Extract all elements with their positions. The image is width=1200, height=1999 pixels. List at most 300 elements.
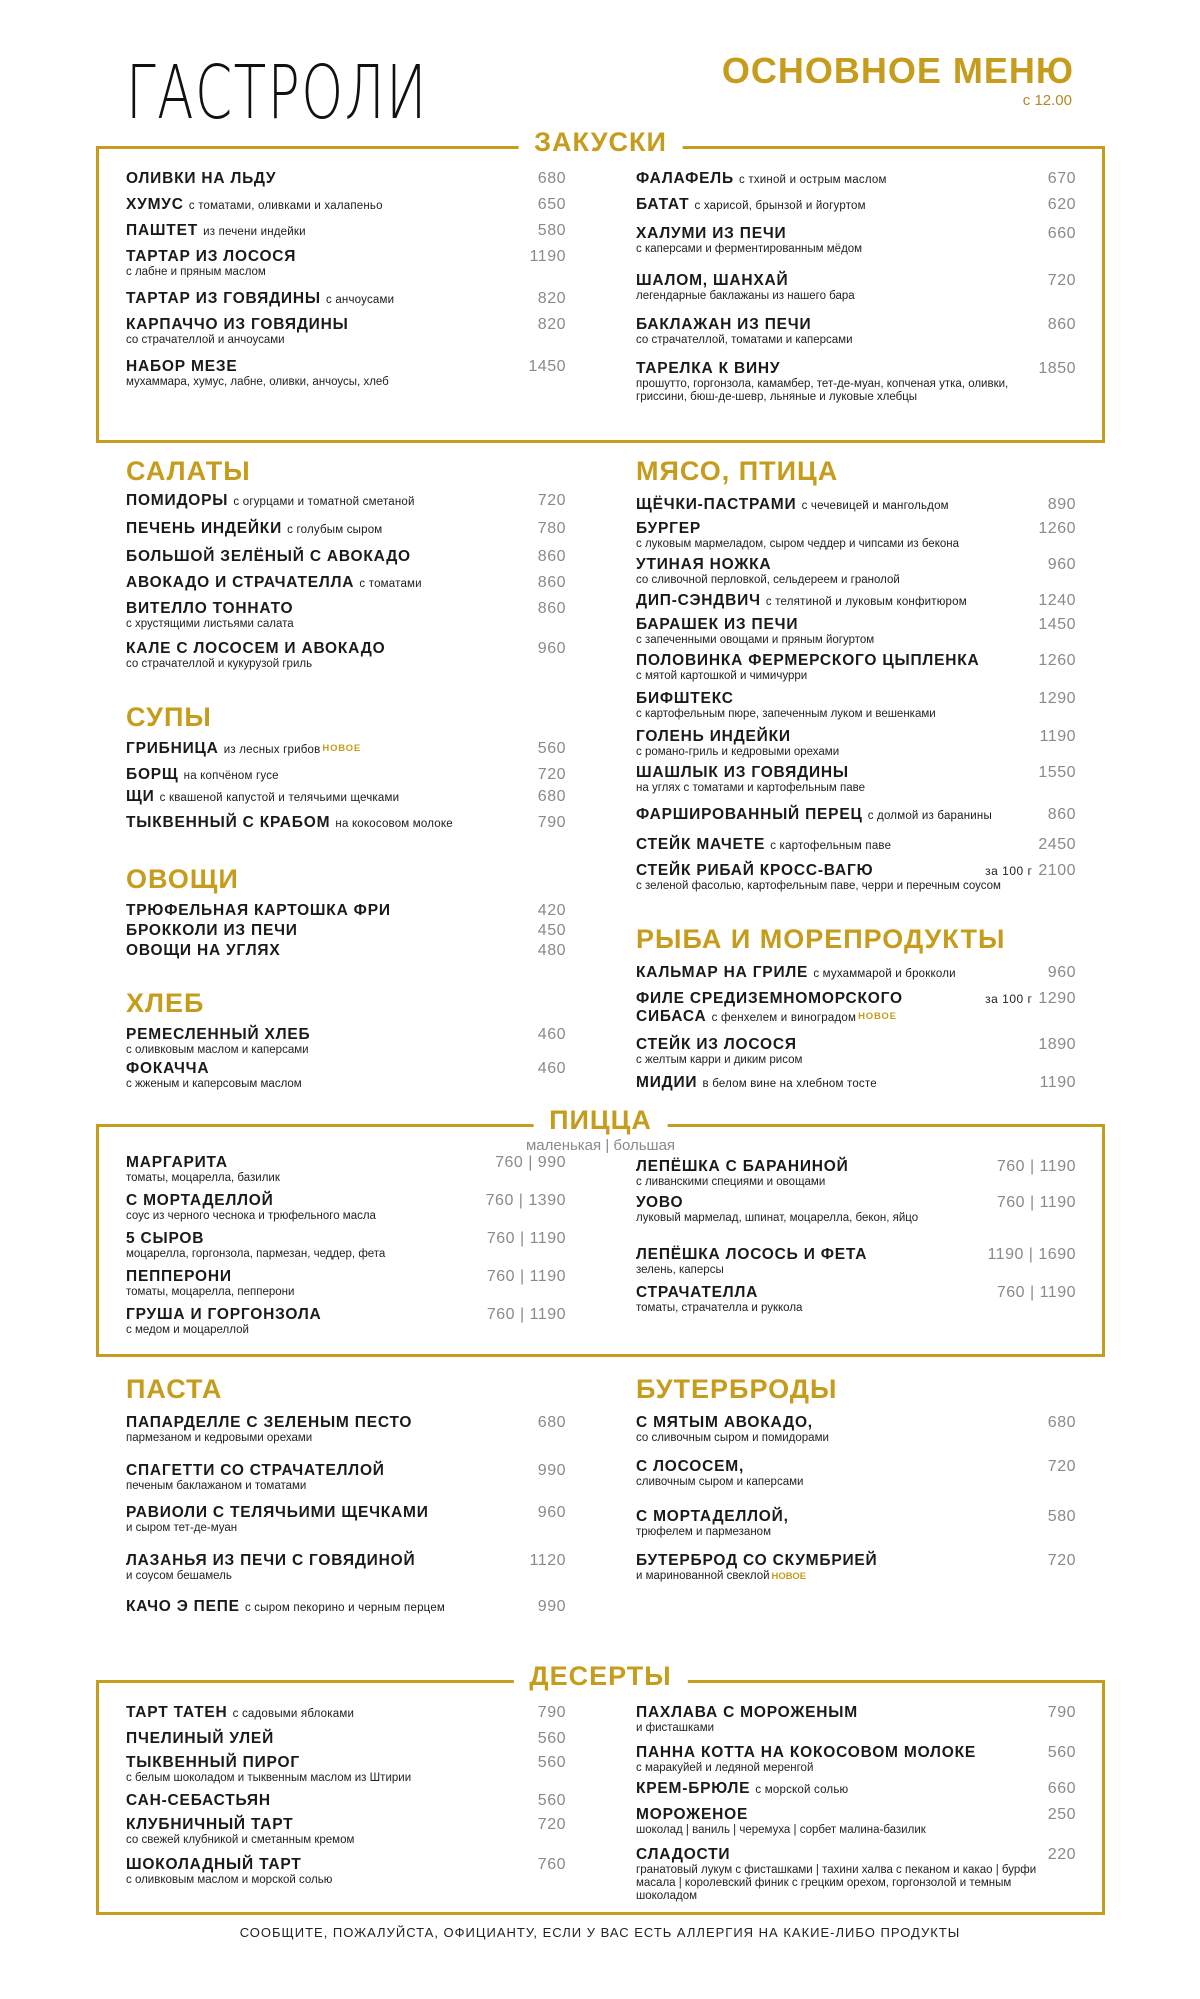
menu-item-name: ПАХЛАВА С МОРОЖЕНЫМ (636, 1704, 858, 1721)
menu-item-name: ПОМИДОРЫ (126, 492, 229, 509)
menu-item-name: ПЕЧЕНЬ ИНДЕЙКИ (126, 520, 283, 537)
section-title: ДЕСЕРТЫ (513, 1661, 687, 1692)
menu-item-price (997, 1284, 1076, 1302)
menu-item-name: МОРОЖЕНОЕ (636, 1806, 749, 1823)
menu-item-name: САН-СЕБАСТЬЯН (126, 1792, 271, 1809)
menu-item-price (538, 922, 566, 940)
menu-item-name: КРЕМ-БРЮЛЕ (636, 1780, 751, 1797)
menu-item-description: и сыром тет-де-муан (126, 1522, 238, 1534)
price-value: 680 (537, 170, 566, 187)
menu-item (126, 902, 546, 920)
menu-item-description: прошутто, горгонзола, камамбер, тет-де-муан, копченая утка, оливки, гриссини, бюш-де-шевр, льняные и луковые хлебцы (636, 378, 1009, 403)
price-value: 670 (1047, 170, 1076, 187)
section-title-hleb: ХЛЕБ (126, 988, 205, 1018)
price-value: 2100 (1038, 862, 1076, 879)
price-value: 720 (537, 1816, 566, 1833)
menu-item-name: ХАЛУМИ ИЗ ПЕЧИ (636, 225, 787, 242)
menu-item-name: МИДИИ (636, 1074, 698, 1091)
menu-item-description: со сливочной перловкой, сельдереем и гранолой (636, 574, 900, 586)
menu-item-name: СЛАДОСТИ (636, 1846, 731, 1863)
price-value: 680 (537, 788, 566, 805)
price-value: 1290 (1038, 990, 1076, 1007)
menu-item-note: из лесных грибов (223, 744, 321, 756)
menu-item-note: с томатами (359, 578, 422, 590)
menu-item-description: и соусом бешамель (126, 1570, 232, 1582)
new-badge: НОВОЕ (771, 1571, 807, 1582)
menu-item-price (1048, 1704, 1076, 1722)
menu-item-description: с маракуйей и ледяной меренгой (636, 1762, 814, 1774)
menu-item-name: КАЛЬМАР НА ГРИЛЕ (636, 964, 809, 981)
menu-item-price (538, 902, 566, 920)
menu-item-price (528, 358, 566, 376)
menu-item-name: ПОЛОВИНКА ФЕРМЕРСКОГО ЦЫПЛЕНКА (636, 652, 980, 669)
menu-item (636, 1704, 1056, 1735)
menu-item-name: С ЛОСОСЕМ, (636, 1458, 745, 1475)
menu-item-description: со страчателлой и кукурузой гриль (126, 658, 313, 670)
menu-item-note: с огурцами и томатной сметаной (233, 496, 415, 508)
menu-item-description: мухаммара, хумус, лабне, оливки, анчоусы, хлеб (126, 376, 389, 388)
menu-item-description: со свежей клубникой и сметанным кремом (126, 1834, 355, 1846)
price-value: 660 (1047, 225, 1076, 242)
price-value: 860 (1047, 316, 1076, 333)
section-title-supy: СУПЫ (126, 702, 212, 732)
menu-item (636, 1158, 1056, 1189)
menu-item-price (1038, 592, 1076, 610)
menu-item (636, 1458, 1056, 1489)
menu-item-price (1038, 764, 1076, 782)
menu-item-name: СТЕЙК ИЗ ЛОСОСЯ (636, 1036, 797, 1053)
menu-item-price (538, 766, 566, 784)
price-value: 560 (537, 1792, 566, 1809)
menu-item (636, 616, 1056, 647)
menu-item-name: ФИЛЕ СРЕДИЗЕМНОМОРСКОГО (636, 990, 903, 1007)
menu-item (636, 592, 1056, 611)
menu-item-description: с хрустящими листьями салата (126, 618, 294, 630)
menu-item-name: ШОКОЛАДНЫЙ ТАРТ (126, 1856, 302, 1873)
menu-item (636, 1846, 1056, 1903)
menu-item (636, 728, 1056, 759)
price-value: 1260 (1038, 520, 1076, 537)
price-value: 1550 (1038, 764, 1076, 781)
menu-item-price (1048, 225, 1076, 243)
menu-item-name: ТАРЕЛКА К ВИНУ (636, 360, 781, 377)
menu-item-note: с тхиной и острым маслом (739, 174, 887, 186)
menu-item-description: с белым шоколадом и тыквенным маслом из Штирии (126, 1772, 412, 1784)
price-value: 650 (537, 196, 566, 213)
menu-item-description: легендарные баклажаны из нашего бара (636, 290, 855, 302)
menu-item-description: луковый мармелад, шпинат, моцарелла, бекон, яйцо (636, 1212, 919, 1224)
price-value: 220 (1047, 1846, 1076, 1863)
menu-item-name: ЛАЗАНЬЯ ИЗ ПЕЧИ С ГОВЯДИНОЙ (126, 1552, 416, 1569)
price-unit: за 100 г (985, 864, 1033, 878)
menu-item (126, 1060, 546, 1091)
price-value: 760 | 1190 (486, 1230, 566, 1247)
menu-item-name: КАЛЕ С ЛОСОСЕМ И АВОКАДО (126, 640, 386, 657)
menu-item-price (538, 1754, 566, 1772)
menu-item-name: ШАШЛЫК ИЗ ГОВЯДИНЫ (636, 764, 849, 781)
menu-item-name: ПЧЕЛИНЫЙ УЛЕЙ (126, 1730, 275, 1747)
menu-item-description: со сливочным сыром и помидорами (636, 1432, 829, 1444)
menu-item-name: УОВО (636, 1194, 684, 1211)
section-title-buterbrody: БУТЕРБРОДЫ (636, 1374, 838, 1404)
menu-item-description: печеным баклажаном и томатами (126, 1480, 307, 1492)
menu-item (126, 316, 546, 347)
price-value: 680 (537, 1414, 566, 1431)
menu-item-name: БУТЕРБРОД СО СКУМБРИЕЙ (636, 1552, 878, 1569)
menu-item-price (1038, 616, 1076, 634)
menu-item-price (538, 548, 566, 566)
price-value: 460 (537, 1026, 566, 1043)
menu-item (636, 316, 1056, 347)
menu-item (636, 1414, 1056, 1445)
price-value: 960 (537, 640, 566, 657)
menu-item-price (530, 248, 566, 266)
menu-item-price (1048, 1846, 1076, 1864)
menu-item-price (538, 1026, 566, 1044)
menu-item-name: ГОЛЕНЬ ИНДЕЙКИ (636, 728, 791, 745)
price-value: 790 (537, 814, 566, 831)
restaurant-logo: ГАСТРОЛИ (126, 50, 428, 136)
menu-item (636, 272, 1056, 303)
price-value: 580 (537, 222, 566, 239)
menu-item-price (538, 222, 566, 240)
price-value: 860 (537, 574, 566, 591)
menu-item-description: с ливанскими специями и овощами (636, 1176, 826, 1188)
price-value: 560 (537, 740, 566, 757)
price-value: 1120 (529, 1552, 566, 1569)
menu-item-note: с голубым сыром (287, 524, 383, 536)
menu-item-name: ФАРШИРОВАННЫЙ ПЕРЕЦ (636, 806, 863, 823)
menu-item (126, 1730, 546, 1748)
menu-item-price (997, 1194, 1076, 1212)
price-value: 760 | 1190 (486, 1306, 566, 1323)
menu-item-description: с оливковым маслом и каперсами (126, 1044, 309, 1056)
menu-item-price (1038, 1036, 1076, 1054)
menu-item-price (1048, 556, 1076, 574)
price-value: 560 (537, 1754, 566, 1771)
menu-item-note: из печени индейки (203, 226, 306, 238)
section-title-myaso: МЯСО, ПТИЦА (636, 456, 839, 486)
section-title: ЗАКУСКИ (518, 127, 683, 158)
menu-item-price (495, 1154, 566, 1172)
menu-item (126, 222, 546, 241)
menu-item (126, 1268, 546, 1299)
menu-item (126, 248, 546, 279)
menu-item-note: с телятиной и луковым конфитюром (765, 596, 967, 608)
menu-item-name: КЛУБНИЧНЫЙ ТАРТ (126, 1816, 294, 1833)
menu-item-price (538, 1792, 566, 1810)
menu-item-description: с запеченными овощами и пряным йогуртом (636, 634, 875, 646)
menu-item-description: и маринованной свеклой (636, 1570, 770, 1582)
menu-item-note: с квашеной капустой и телячьими щечками (159, 792, 400, 804)
menu-item-name: ЛЕПЁШКА ЛОСОСЬ И ФЕТА (636, 1246, 868, 1263)
menu-item-description: шоколад | ваниль | черемуха | сорбет малина-базилик (636, 1824, 926, 1836)
menu-item (636, 1744, 1056, 1775)
price-value: 250 (1047, 1806, 1076, 1823)
menu-item (126, 942, 546, 960)
menu-item-price (530, 1552, 566, 1570)
menu-item-name: РАВИОЛИ С ТЕЛЯЧЬИМИ ЩЕЧКАМИ (126, 1504, 429, 1521)
menu-item-name: 5 СЫРОВ (126, 1230, 205, 1247)
menu-item (636, 652, 1056, 683)
menu-item-description: на углях с томатами и картофельным паве (636, 782, 865, 794)
section-title-salaty: САЛАТЫ (126, 456, 251, 486)
menu-item-name: ПАПАРДЕЛЛЕ С ЗЕЛЕНЫМ ПЕСТО (126, 1414, 413, 1431)
menu-item (636, 360, 1056, 404)
menu-item-name-line2: СИБАСА (636, 1008, 707, 1025)
menu-item-description: с желтым карри и диким рисом (636, 1054, 803, 1066)
menu-item-name: МАРГАРИТА (126, 1154, 228, 1171)
menu-item (126, 1230, 546, 1261)
menu-item-price (538, 316, 566, 334)
menu-item (636, 496, 1056, 515)
menu-item-name: ТАРТАР ИЗ ЛОСОСЯ (126, 248, 297, 265)
menu-item-name: БАТАТ (636, 196, 690, 213)
menu-item-name: СТРАЧАТЕЛЛА (636, 1284, 759, 1301)
menu-item (126, 290, 546, 309)
menu-item-price (538, 1462, 566, 1480)
menu-item-name: БАКЛАЖАН ИЗ ПЕЧИ (636, 316, 812, 333)
menu-item-name: ТЫКВЕННЫЙ С КРАБОМ (126, 814, 331, 831)
menu-item-price (538, 600, 566, 618)
price-value: 820 (537, 290, 566, 307)
menu-item-description: томаты, моцарелла, пепперони (126, 1286, 295, 1298)
menu-item-price (985, 862, 1076, 880)
menu-item-name: КАЧО Э ПЕПЕ (126, 1598, 240, 1615)
menu-item (636, 196, 1056, 215)
menu-item (636, 170, 1056, 189)
price-value: 1890 (1038, 1036, 1076, 1053)
menu-item-price (486, 1192, 566, 1210)
price-value: 720 (537, 766, 566, 783)
price-value: 760 | 1190 (486, 1268, 566, 1285)
menu-item-note: с мухаммарой и брокколи (813, 968, 956, 980)
menu-item-price (538, 520, 566, 538)
menu-item (126, 766, 546, 785)
price-value: 450 (537, 922, 566, 939)
menu-item-price (997, 1158, 1076, 1176)
menu-item-description: с каперсами и ферментированным мёдом (636, 243, 863, 255)
menu-subtitle: с 12.00 (1022, 92, 1072, 109)
menu-item-description: с оливковым маслом и морской солью (126, 1874, 333, 1886)
menu-item-description: гранатовый лукум с фисташками | тахини халва с пеканом и какао | бурфи масала | королевский финик с грецким орехом, горгонзолой и темным шоколадом (636, 1864, 1037, 1902)
section-title-ovoschi: ОВОЩИ (126, 864, 239, 894)
menu-item (126, 1504, 546, 1535)
menu-item-description: с луковым мармеладом, сыром чеддер и чипсами из бекона (636, 538, 959, 550)
menu-item-note: с фенхелем и виноградом (711, 1012, 857, 1024)
menu-item-name: ФАЛАФЕЛЬ (636, 170, 734, 187)
menu-item-price (1048, 1458, 1076, 1476)
price-value: 760 | 1190 (996, 1194, 1076, 1211)
menu-item (636, 1036, 1056, 1067)
price-value: 1190 (1039, 1074, 1076, 1091)
menu-item-description: с картофельным пюре, запеченным луком и вешенками (636, 708, 936, 720)
menu-item-name: ОЛИВКИ НА ЛЬДУ (126, 170, 277, 187)
menu-item-name: БОЛЬШОЙ ЗЕЛЁНЫЙ С АВОКАДО (126, 548, 411, 565)
menu-item-note: с морской солью (755, 1784, 849, 1796)
menu-item-name: ТАРТ ТАТЕН (126, 1704, 228, 1721)
price-value: 560 (537, 1730, 566, 1747)
menu-item (126, 1598, 546, 1617)
price-value: 820 (537, 316, 566, 333)
menu-item-name: БРОККОЛИ ИЗ ПЕЧИ (126, 922, 298, 939)
menu-item-name: С МОРТАДЕЛЛОЙ (126, 1192, 274, 1209)
menu-item (126, 1704, 546, 1723)
menu-item-description: со страчателлой, томатами и каперсами (636, 334, 853, 346)
menu-item-price (1040, 728, 1076, 746)
menu-item-price (1038, 690, 1076, 708)
price-value: 720 (1047, 272, 1076, 289)
menu-item (126, 358, 546, 389)
menu-item (126, 548, 546, 566)
menu-item-name: УТИНАЯ НОЖКА (636, 556, 772, 573)
price-value: 790 (537, 1704, 566, 1721)
menu-item (126, 922, 546, 940)
price-value: 780 (537, 520, 566, 537)
menu-item (126, 1816, 546, 1847)
menu-item-name: ГРИБНИЦА (126, 740, 219, 757)
price-value: 1190 (529, 248, 566, 265)
menu-item (126, 196, 546, 215)
menu-item-note: с картофельным паве (770, 840, 892, 852)
menu-item-price (1048, 196, 1076, 214)
new-badge: НОВОЕ (322, 743, 362, 754)
menu-item-note: на кокосовом молоке (335, 818, 453, 830)
price-value: 1450 (528, 358, 566, 375)
menu-item-price (1048, 1414, 1076, 1432)
menu-item-price (538, 814, 566, 832)
menu-item-price (538, 1730, 566, 1748)
price-value: 1850 (1038, 360, 1076, 377)
menu-item-name: ОВОЩИ НА УГЛЯХ (126, 942, 281, 959)
price-value: 760 | 990 (495, 1154, 566, 1171)
menu-item-price (538, 170, 566, 188)
menu-item-price (987, 1246, 1076, 1264)
menu-item-name: СТЕЙК РИБАЙ КРОСС-ВАГЮ (636, 862, 874, 879)
menu-item-price (1038, 360, 1076, 378)
menu-item-note: с анчоусами (325, 294, 395, 306)
menu-item-note: с томатами, оливками и халапеньо (188, 200, 383, 212)
menu-item-note: с харисой, брынзой и йогуртом (694, 200, 866, 212)
price-value: 890 (1047, 496, 1076, 513)
price-value: 560 (1047, 1744, 1076, 1761)
menu-item (636, 1806, 1056, 1837)
menu-item (126, 1792, 546, 1810)
menu-item-note: с чечевицей и мангольдом (801, 500, 949, 512)
menu-item (126, 1856, 546, 1887)
menu-item (126, 574, 546, 593)
price-value: 860 (537, 548, 566, 565)
menu-item (126, 1306, 546, 1337)
menu-item (636, 806, 1056, 825)
price-value: 620 (1047, 196, 1076, 213)
menu-item-price (538, 1504, 566, 1522)
menu-item-price (1048, 1552, 1076, 1570)
price-value: 960 (1047, 556, 1076, 573)
menu-item-price (487, 1230, 566, 1248)
menu-item-price (538, 740, 566, 758)
menu-item (126, 1026, 546, 1057)
menu-item-price (538, 1704, 566, 1722)
menu-item-name: ПАННА КОТТА НА КОКОСОВОМ МОЛОКЕ (636, 1744, 976, 1761)
price-value: 760 | 1190 (996, 1284, 1076, 1301)
menu-item-price (538, 196, 566, 214)
price-value: 1190 (1039, 728, 1076, 745)
menu-item-price (1048, 272, 1076, 290)
menu-item (636, 225, 1056, 256)
allergy-notice: СООБЩИТЕ, ПОЖАЛУЙСТА, ОФИЦИАНТУ, ЕСЛИ У ВАС ЕСТЬ АЛЛЕРГИЯ НА КАКИЕ-ЛИБО ПРОДУКТЫ (239, 1925, 961, 1940)
menu-item-name: ЩЁЧКИ-ПАСТРАМИ (636, 496, 797, 513)
menu-item (126, 1754, 546, 1785)
menu-item (126, 520, 546, 539)
price-value: 420 (537, 902, 566, 919)
menu-item-price (1048, 964, 1076, 982)
menu-item (636, 1552, 1056, 1583)
price-value: 460 (537, 1060, 566, 1077)
menu-item-name: ТРЮФЕЛЬНАЯ КАРТОШКА ФРИ (126, 902, 391, 919)
menu-item (636, 836, 1056, 855)
menu-item (126, 814, 546, 833)
menu-item-description: с лабне и пряным маслом (126, 266, 266, 278)
section-title-pasta: ПАСТА (126, 1374, 223, 1404)
menu-item-description: трюфелем и пармезаном (636, 1526, 771, 1538)
price-unit: за 100 г (985, 992, 1033, 1006)
menu-item-price (538, 1598, 566, 1616)
menu-item (636, 964, 1056, 983)
menu-item-name: СПАГЕТТИ СО СТРАЧАТЕЛЛОЙ (126, 1462, 385, 1479)
price-value: 960 (1047, 964, 1076, 981)
menu-item-price (1048, 806, 1076, 824)
menu-item (126, 1154, 546, 1185)
menu-item-price (487, 1268, 566, 1286)
menu-item-price (1048, 496, 1076, 514)
price-value: 1240 (1038, 592, 1076, 609)
price-value: 990 (537, 1598, 566, 1615)
menu-item-description: с зеленой фасолью, картофельным паве, черри и перечным соусом (636, 880, 1001, 892)
menu-item-price (538, 1816, 566, 1834)
menu-item-name: ЩИ (126, 788, 155, 805)
menu-item-price (1038, 836, 1076, 854)
menu-item-description: с мятой картошкой и чимичурри (636, 670, 808, 682)
menu-item-description: со страчателлой и анчоусами (126, 334, 285, 346)
price-value: 960 (537, 1504, 566, 1521)
menu-item-name: СТЕЙК МАЧЕТЕ (636, 836, 766, 853)
menu-item-description: моцарелла, горгонзола, пармезан, чеддер, фета (126, 1248, 386, 1260)
menu-item-name: С МЯТЫМ АВОКАДО, (636, 1414, 813, 1431)
menu-item (636, 1074, 1056, 1093)
menu-item-price (538, 1060, 566, 1078)
menu-item (636, 1780, 1056, 1799)
menu-item-price (1048, 316, 1076, 334)
section-title-ryba: РЫБА И МОРЕПРОДУКТЫ (636, 924, 1006, 954)
menu-item-name: ЛЕПЁШКА С БАРАНИНОЙ (636, 1158, 849, 1175)
price-value: 1190 | 1690 (987, 1246, 1076, 1263)
price-value: 660 (1047, 1780, 1076, 1797)
menu-item-name: АВОКАДО И СТРАЧАТЕЛЛА (126, 574, 355, 591)
menu-item-price (538, 574, 566, 592)
price-value: 990 (537, 1462, 566, 1479)
menu-item-description: зелень, каперсы (636, 1264, 724, 1276)
price-value: 680 (1047, 1414, 1076, 1431)
menu-item (126, 640, 546, 671)
menu-item-description: томаты, моцарелла, базилик (126, 1172, 280, 1184)
price-value: 580 (1047, 1508, 1076, 1525)
menu-item-name: ШАЛОМ, ШАНХАЙ (636, 272, 789, 289)
menu-title: ОСНОВНОЕ МЕНЮ (721, 50, 1074, 91)
menu-item (126, 788, 546, 807)
menu-item (126, 600, 546, 631)
price-value: 1260 (1038, 652, 1076, 669)
